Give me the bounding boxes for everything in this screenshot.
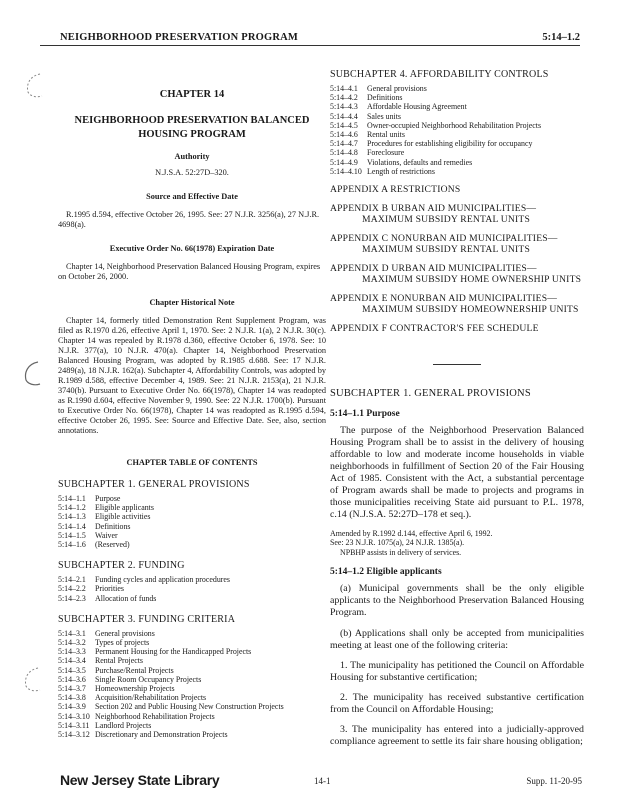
toc-label: Purpose (95, 494, 121, 503)
punch-hole-mark (20, 358, 46, 388)
toc-number: 5:14–3.8 (58, 693, 86, 703)
toc-number: 5:14–2.2 (58, 584, 86, 594)
toc-number: 5:14–1.6 (58, 540, 86, 550)
toc-item[interactable] (58, 656, 326, 665)
section-text: (a) Municipal governments shall be the only eligible applicants to the Neighborhood Preservation Balanced Housing Program. (330, 582, 584, 618)
appendix-f[interactable]: APPENDIX F CONTRACTOR'S FEE SCHEDULE (330, 323, 539, 335)
toc-item[interactable] (58, 638, 326, 647)
appendix-e-line: MAXIMUM SUBSIDY HOMEOWNERSHIP UNITS (362, 304, 579, 316)
toc-label: Homeownership Projects (95, 684, 175, 694)
toc-label: Definitions (367, 93, 403, 103)
toc-number: 5:14–3.5 (58, 665, 86, 675)
toc-number: 5:14–1.2 (58, 503, 86, 513)
toc-item[interactable] (58, 522, 326, 531)
toc-item[interactable] (58, 712, 326, 721)
appendix-d-line: MAXIMUM SUBSIDY HOME OWNERSHIP UNITS (362, 274, 582, 286)
toc-label: General provisions (95, 628, 155, 638)
toc-item[interactable] (58, 540, 326, 549)
toc-number: 5:14–1.4 (58, 521, 86, 531)
section-text: The purpose of the Neighborhood Preservation Balanced Housing Program shall be to assist in the delivery of housing affordable to low and moderate income households in viable neighborhoods in fulfillment of Section 20 of the Fair Housing Act of 1985. Consistent with the Act, a substantial percentage of Program awards shall be made to projects and programs in those municipalities receiving State aid pursuant to P.L. 1978, c.14 (N.J.S.A. 52:27D–178 et seq.). (330, 425, 584, 521)
toc-number: 5:14–1.3 (58, 512, 86, 522)
source-heading: Source and Effective Date (146, 192, 238, 201)
toc-number: 5:14–1.1 (58, 494, 86, 503)
toc-number: 5:14–4.6 (330, 130, 358, 140)
appendix-b-line: MAXIMUM SUBSIDY RENTAL UNITS (362, 214, 531, 226)
toc-label: Allocation of funds (95, 593, 157, 603)
toc-item[interactable] (330, 167, 584, 176)
toc-label: Waiver (95, 530, 118, 540)
toc-item[interactable] (58, 512, 326, 521)
toc-label: Funding cycles and application procedures (95, 575, 230, 585)
chapter-title-line: HOUSING PROGRAM (138, 129, 246, 140)
toc-label: Affordable Housing Agreement (367, 102, 467, 112)
right-column (330, 70, 584, 748)
section-heading: 5:14–1.1 Purpose (330, 409, 400, 420)
toc-item[interactable] (330, 93, 584, 102)
chapter-title (58, 114, 326, 142)
toc-item[interactable] (330, 102, 584, 111)
toc-label: Eligible activities (95, 512, 151, 522)
toc-item[interactable] (58, 531, 326, 540)
toc-number: 5:14–4.5 (330, 120, 358, 130)
page-header (40, 30, 600, 46)
toc-label: Definitions (95, 521, 131, 531)
appendix-b-line: APPENDIX B URBAN AID MUNICIPALITIES— (330, 203, 537, 215)
appendix-e[interactable] (330, 293, 584, 315)
library-stamp: New Jersey State Library (60, 772, 220, 788)
toc-item[interactable] (58, 730, 326, 739)
toc-item[interactable] (330, 148, 584, 157)
toc-label: Types of projects (95, 638, 150, 648)
toc-label: Sales units (367, 111, 401, 121)
toc-item[interactable] (58, 702, 326, 711)
appendix-c-line: MAXIMUM SUBSIDY RENTAL UNITS (362, 244, 531, 256)
amendment-note (330, 529, 584, 557)
subchapter-heading: SUBCHAPTER 4. AFFORDABILITY CONTROLS (330, 69, 549, 80)
toc-number: 5:14–4.3 (330, 102, 358, 112)
history-text: Chapter 14, formerly titled Demonstration Rent Supplement Program, was filed as R.1970 d.26, effective April 1, 1970. See: 2 N.J.R. 1(a), 2 N.J.R. 30(c). Chapter 14 was repealed by R.1978 d.360, effective October 6, 1978. See: 10 N.J.R. 377(a), 10 N.J.R. 470(a). Chapter 14, Neighborhood Preservation Balanced Housing Program, was adopted by R.1985 d.688. See: 17 N.J.R. 2489(a), 18 N.J.R. 162(a). Subchapter 4, Affordability Controls, was adopted by R.1989 d.588, effective December 4, 1989. See: 21 N.J.R. 2153(a), 21 N.J.R. 3740(b). Pursuant to Executive Order No. 66(1978), Chapter 14 was readopted as R.1990 d.604, effective November 9, 1990. See: 22 N.J.R. 1700(b). Pursuant to Executive Order No. 66(1978), Chapter 14 was readopted as R.1995 d.594, effective October 26, 1995. See: Source and Effective Date. See, also, section annotations. (58, 316, 326, 435)
toc-label: Single Room Occupancy Projects (95, 674, 202, 684)
toc-list (58, 494, 326, 549)
toc-number: 5:14–4.1 (330, 84, 358, 93)
toc-item[interactable] (58, 503, 326, 512)
authority-heading: Authority (174, 152, 210, 161)
toc-label: Purchase/Rental Projects (95, 665, 174, 675)
toc-label: Neighborhood Rehabilitation Projects (95, 711, 215, 721)
subchapter-heading: SUBCHAPTER 3. FUNDING CRITERIA (58, 613, 236, 625)
toc-number: 5:14–4.10 (330, 166, 362, 176)
toc-number: 5:14–3.6 (58, 674, 86, 684)
criteria-item: 2. The municipality has received substantive certification from the Council on Affordable Housing; (330, 691, 584, 715)
toc-number: 5:14–4.7 (330, 139, 358, 149)
appendix-e-line: APPENDIX E NONURBAN AID MUNICIPALITIES— (330, 293, 558, 305)
header-rule (40, 45, 580, 46)
toc-item[interactable] (58, 575, 326, 584)
toc-number: 5:14–1.5 (58, 530, 86, 540)
toc-number: 5:14–4.4 (330, 111, 358, 121)
appendix-c[interactable] (330, 233, 584, 255)
section-text: (b) Applications shall only be accepted from municipalities meeting at least one of the following criteria: (330, 627, 584, 651)
toc-item[interactable] (58, 584, 326, 593)
toc-number: 5:14–3.9 (58, 702, 86, 712)
criteria-item: 3. The municipality has entered into a judicially-approved compliance agreement to settle its fair share housing obligation; (330, 723, 584, 747)
toc-label: Procedures for establishing eligibility for occupancy (367, 139, 533, 149)
punch-hole-mark (20, 664, 46, 694)
subchapter-heading: SUBCHAPTER 2. FUNDING (58, 560, 185, 572)
toc-label: Discretionary and Demonstration Projects (95, 730, 228, 740)
toc-number: 5:14–4.2 (330, 93, 358, 103)
appendix-d-line: APPENDIX D URBAN AID MUNICIPALITIES— (330, 263, 537, 275)
toc-label: Acquisition/Rehabilitation Projects (95, 693, 207, 703)
toc-item[interactable] (58, 693, 326, 702)
subchapter-heading: SUBCHAPTER 1. GENERAL PROVISIONS (58, 479, 250, 490)
toc-number: 5:14–3.1 (58, 628, 86, 638)
toc-label: Permanent Housing for the Handicapped Projects (95, 647, 252, 657)
toc-label: Foreclosure (367, 148, 405, 158)
toc-number: 5:14–3.10 (58, 711, 90, 721)
toc-item[interactable] (58, 666, 326, 675)
executive-order-heading: Executive Order No. 66(1978) Expiration Date (109, 244, 275, 253)
subchapter-title: SUBCHAPTER 1. GENERAL PROVISIONS (330, 388, 531, 400)
toc-number: 5:14–3.4 (58, 656, 86, 666)
toc-label: General provisions (367, 84, 427, 93)
history-heading: Chapter Historical Note (149, 298, 235, 307)
toc-list (58, 629, 326, 739)
toc-number: 5:14–2.3 (58, 593, 86, 603)
toc-item[interactable] (58, 629, 326, 638)
section-heading: 5:14–1.2 Eligible applicants (330, 566, 442, 577)
toc-label: Eligible applicants (95, 503, 154, 513)
running-head-title: NEIGHBORHOOD PRESERVATION PROGRAM (60, 32, 299, 43)
toc-number: 5:14–2.1 (58, 575, 86, 585)
running-head-section: 5:14–1.2 (542, 32, 580, 43)
toc-label: Length of restrictions (367, 166, 435, 176)
appendix-d[interactable] (330, 263, 584, 285)
chapter-number: CHAPTER 14 (159, 89, 225, 100)
amendment-line: Amended by R.1992 d.144, effective April 6, 1992. (330, 529, 493, 539)
toc-number: 5:14–3.3 (58, 647, 86, 657)
toc-number: 5:14–3.2 (58, 638, 86, 648)
amendment-line: NPBHP assists in delivery of services. (340, 547, 462, 557)
toc-number: 5:14–3.11 (58, 720, 90, 730)
toc-number: 5:14–4.8 (330, 148, 358, 158)
toc-label: Landlord Projects (95, 720, 152, 730)
appendix-b[interactable] (330, 203, 584, 225)
chapter-title-line: NEIGHBORHOOD PRESERVATION BALANCED (74, 115, 310, 126)
toc-item[interactable] (58, 647, 326, 656)
toc-item[interactable] (330, 84, 584, 93)
toc-item[interactable] (58, 594, 326, 603)
toc-number: 5:14–4.9 (330, 157, 358, 167)
toc-item[interactable] (58, 675, 326, 684)
toc-number: 5:14–3.12 (58, 730, 90, 740)
toc-item[interactable] (58, 494, 326, 503)
toc-number: 5:14–3.7 (58, 684, 86, 694)
toc-label: Rental units (367, 130, 405, 140)
toc-item[interactable] (330, 158, 584, 167)
criteria-item: 1. The municipality has petitioned the Council on Affordable Housing for substantive certification; (330, 659, 584, 683)
toc-item[interactable] (330, 121, 584, 130)
section-divider (433, 364, 481, 365)
toc-label: (Reserved) (95, 540, 130, 550)
toc-label: Section 202 and Public Housing New Construction Projects (95, 702, 284, 712)
appendix-c-line: APPENDIX C NONURBAN AID MUNICIPALITIES— (330, 233, 558, 245)
toc-label: Owner-occupied Neighborhood Rehabilitation Projects (367, 120, 542, 130)
toc-item[interactable] (330, 139, 584, 148)
toc-list (330, 84, 584, 176)
toc-heading: CHAPTER TABLE OF CONTENTS (126, 458, 258, 467)
supplement-date: Supp. 11-20-95 (526, 776, 582, 786)
toc-item[interactable] (58, 684, 326, 693)
amendment-line: See: 23 N.J.R. 1075(a), 24 N.J.R. 1385(a). (330, 538, 465, 548)
source-text: R.1995 d.594, effective October 26, 1995. See: 27 N.J.R. 3256(a), 27 N.J.R. 4698(a). (58, 210, 320, 229)
toc-list (58, 575, 326, 603)
toc-label: Rental Projects (95, 656, 143, 666)
toc-label: Priorities (95, 584, 124, 594)
authority-text: N.J.S.A. 52:27D–320. (155, 168, 229, 177)
punch-hole-mark (22, 70, 48, 100)
toc-item[interactable] (330, 130, 584, 139)
toc-item[interactable] (330, 112, 584, 121)
toc-label: Violations, defaults and remedies (367, 157, 473, 167)
page-number: 14-1 (314, 776, 331, 786)
toc-item[interactable] (58, 721, 326, 730)
left-column (58, 70, 326, 739)
executive-order-text: Chapter 14, Neighborhood Preservation Balanced Housing Program, expires on October 26, 2000. (58, 262, 321, 281)
appendix-a[interactable]: APPENDIX A RESTRICTIONS (330, 184, 461, 196)
